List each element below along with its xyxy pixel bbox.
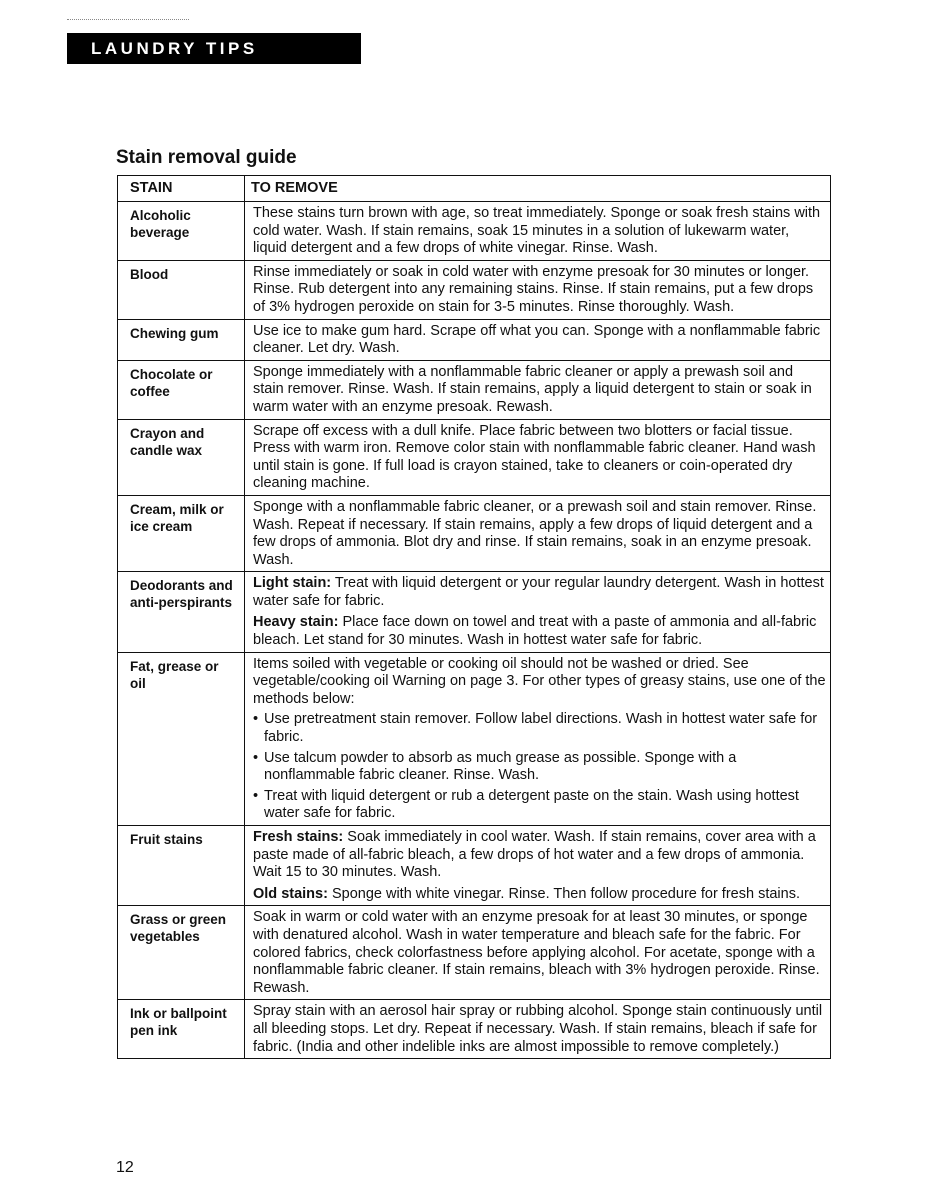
list-item: • Treat with liquid detergent or rub a detergent paste on the stain. Wash using hottest water safe for fabric. [253,788,826,823]
instruction-paragraph: Scrape off excess with a dull knife. Place fabric between two blotters or facial tissue. Press with warm iron. Remove color stain with nonflammable fabric cleaner. Hand wash until stain is gone. If full load is crayon stained, take to cleaners or coin-operated dry cleaning machine. [253,422,816,492]
removal-instructions [245,906,831,1000]
instruction-text: Sponge with white vinegar. Rinse. Then follow procedure for fresh stains. [327,885,800,902]
stain-name: Deodorants and anti-perspirants [118,572,245,652]
remove-column-header: TO REMOVE [245,176,831,202]
stain-column-header: STAIN [118,176,245,202]
table-row [118,495,831,571]
stain-type-label: Fresh stains: [253,829,344,845]
removal-instructions [245,572,831,652]
table-row [118,1000,831,1059]
table-row [118,260,831,319]
table-header-row [118,176,831,202]
instruction-paragraph: Use ice to make gum hard. Scrape off what you can. Sponge with a nonflammable fabric cleaner. Let dry. Wash. [253,322,821,357]
instruction-paragraph: These stains turn brown with age, so treat immediately. Sponge or soak fresh stains with cold water. Wash. If stain remains, soak 15 minutes in a solution of lukewarm water, liquid detergent and a few drops of white vinegar. Rinse. Wash. [253,205,821,257]
removal-instructions [245,652,831,825]
page-number: 12 [116,1159,134,1176]
stain-name: Grass or green vegetables [118,906,245,1000]
stain-name: Chewing gum [118,319,245,360]
instruction-paragraph [253,575,826,610]
stain-table [117,175,831,1059]
instruction-paragraph: Sponge with a nonflammable fabric cleaner, or a prewash soil and stain remover. Rinse. Wash. Repeat if necessary. If stain remains, apply a few drops of liquid detergent and a few drops of ammonia. Blot dry and rinse. If stain remains, soak in an enzyme presoak. Wash. [253,498,817,568]
table-row [118,826,831,906]
table-row [118,360,831,419]
instruction-text: Soak immediately in cool water. Wash. If stain remains, cover area with a paste made of all-fabric bleach, a few drops of hot water and a few drops of ammonia. Wait 15 to 30 minutes. Wash. [253,829,816,881]
instruction-paragraph: Soak in warm or cold water with an enzyme presoak for at least 30 minutes, or sponge with denatured alcohol. Wash in water temperature and bleach safe for the fabric. For colored fabrics, check colorfastness before applying alcohol. For acetate, sponge with a nonflammable fabric cleaner. If stain remains, bleach with 3% hydrogen peroxide. Rinse. Rewash. [253,909,820,996]
stain-name: Blood [118,260,245,319]
instruction-paragraph [253,614,826,649]
removal-instructions [245,360,831,419]
list-item: • Use pretreatment stain remover. Follow label directions. Wash in hottest water safe for fabric. [253,711,826,746]
table-row [118,652,831,825]
instruction-paragraph [253,886,826,904]
table-row [118,319,831,360]
removal-instructions [245,495,831,571]
stain-type-label: Heavy stain: [253,614,339,631]
stain-name: Alcoholic beverage [118,202,245,261]
removal-instructions [245,202,831,261]
instruction-paragraph [253,829,826,882]
table-body [118,202,831,1059]
stain-type-label: Old stains: [253,885,328,902]
stain-type-label: Light stain: [253,575,332,592]
instruction-paragraph: Sponge immediately with a nonflammable fabric cleaner or apply a prewash soil and stain remover. Rinse. Wash. If stain remains, apply a liquid detergent to stain or soak in warm water with an enzyme presoak. Rewash. [253,363,812,415]
removal-instructions [245,1000,831,1059]
instruction-text: Place face down on towel and treat with a paste of ammonia and all-fabric bleach. Let stand for 30 minutes. Wash in hottest water safe for fabric. [253,614,817,649]
instruction-paragraph: Items soiled with vegetable or cooking oil should not be washed or dried. See vegetable/cooking oil Warning on page 3. For other types of greasy stains, use one of the methods below: [253,655,826,707]
table-row [118,906,831,1000]
instruction-paragraph: Spray stain with an aerosol hair spray or rubbing alcohol. Sponge stain continuously until all bleeding stops. Let dry. Repeat if necessary. Wash. If stain remains, bleach if safe for fabric. (India and other indelible inks are almost impossible to remove completely.) [253,1003,823,1055]
stain-name: Crayon and candle wax [118,419,245,495]
stain-name: Fruit stains [118,826,245,906]
stain-name: Cream, milk or ice cream [118,495,245,571]
instruction-paragraph: Rinse immediately or soak in cold water with enzyme presoak for 30 minutes or longer. Rinse. Rub detergent into any remaining stains. Rinse. If stain remains, put a few drops of 3% hydrogen peroxide on stain for 3-5 minutes. Rinse thoroughly. Wash. [253,263,814,315]
stain-name: Ink or ballpoint pen ink [118,1000,245,1059]
table-row [118,572,831,652]
guide-title: Stain removal guide [116,147,297,168]
section-title: LAUNDRY TIPS [91,39,258,58]
method-list [253,711,826,823]
stain-name: Fat, grease or oil [118,652,245,825]
removal-instructions [245,319,831,360]
removal-instructions [245,260,831,319]
stain-name: Chocolate or coffee [118,360,245,419]
table-row [118,202,831,261]
list-item: • Use talcum powder to absorb as much grease as possible. Sponge with a nonflammable fabric cleaner. Rinse. Wash. [253,750,826,785]
removal-instructions [245,826,831,906]
removal-instructions [245,419,831,495]
instruction-text: Treat with liquid detergent or your regular laundry detergent. Wash in hottest water safe for fabric. [253,575,824,609]
section-header [67,33,361,64]
top-rule [67,19,189,20]
table-row [118,419,831,495]
